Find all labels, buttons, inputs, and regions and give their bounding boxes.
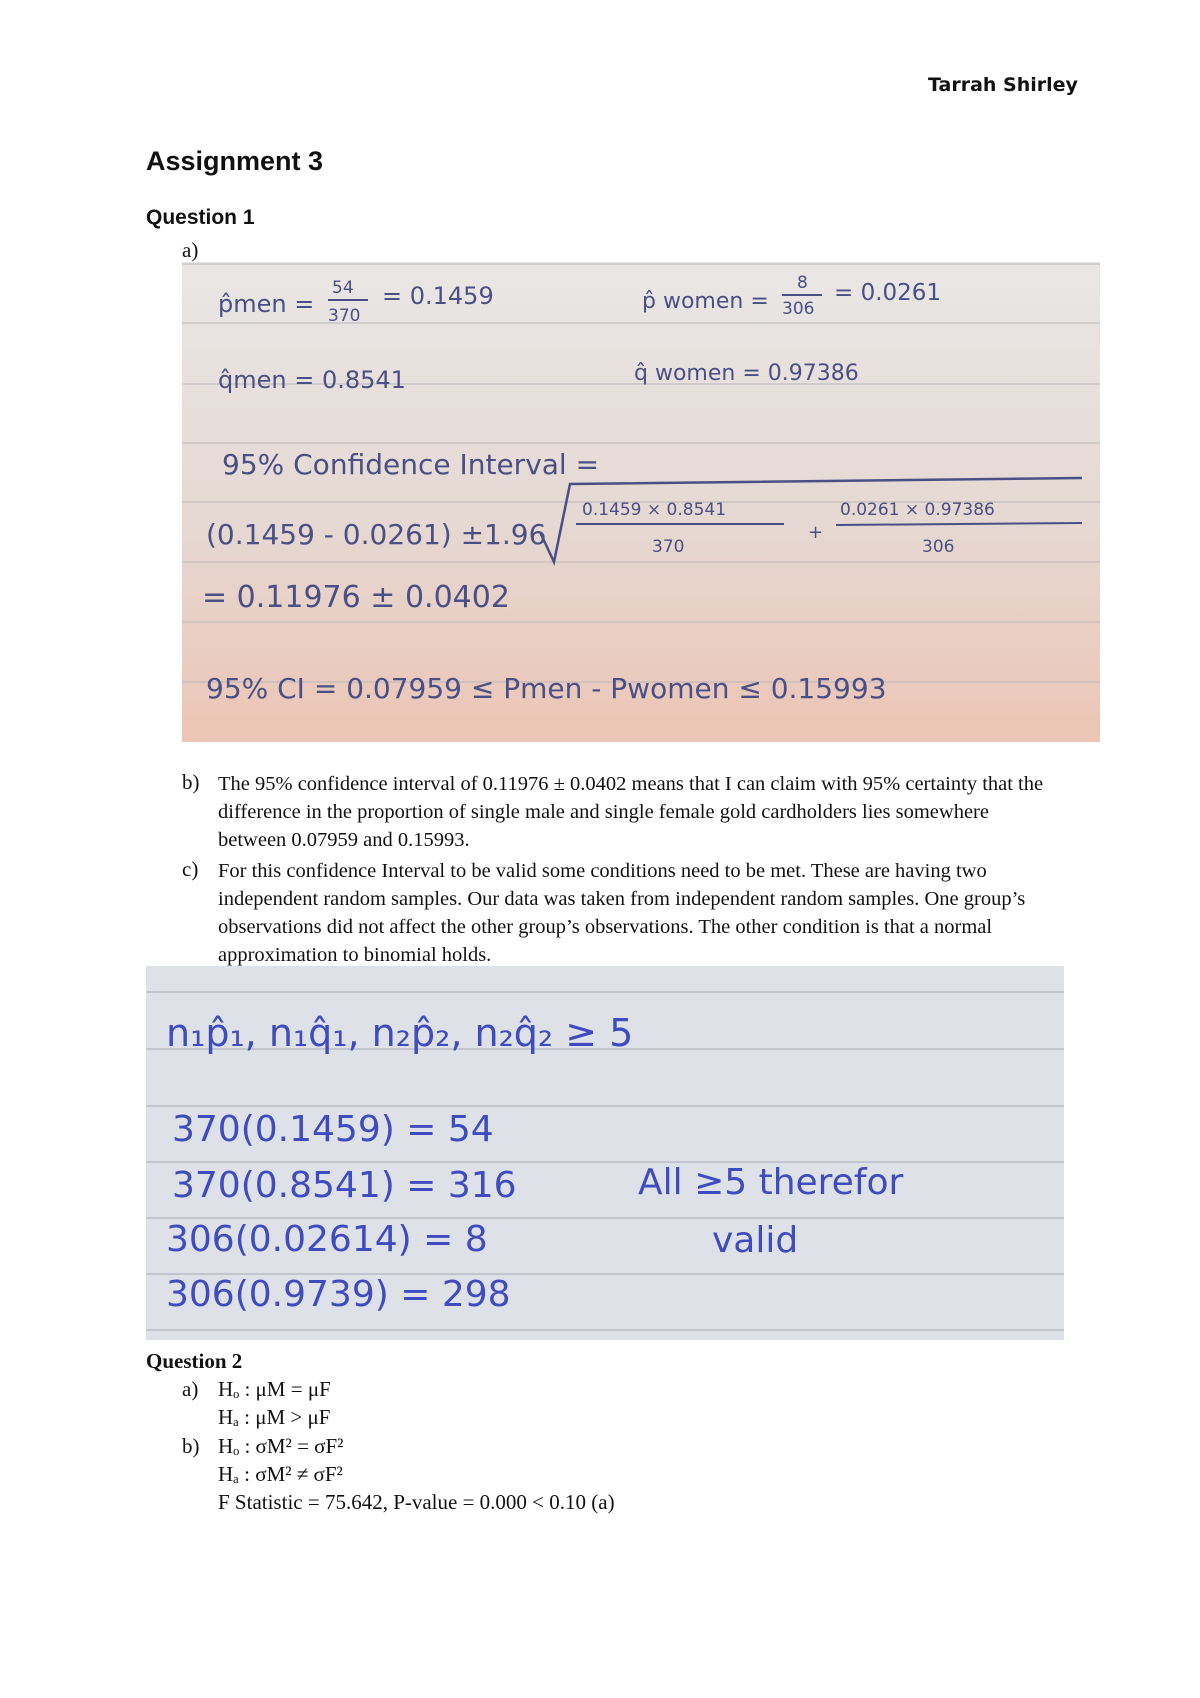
check-row-2: 370(0.8541) = 316	[172, 1165, 517, 1206]
normality-condition: n₁p̂₁, n₁q̂₁, n₂p̂₂, n₂q̂₂ ≥ 5	[166, 1011, 634, 1055]
question-1-heading: Question 1	[146, 206, 255, 229]
assignment-title: Assignment 3	[146, 146, 324, 176]
ci-final: 95% CI = 0.07959 ≤ Pmen - Pwomen ≤ 0.15993	[206, 672, 887, 705]
q1-part-c-marker: c)	[182, 857, 199, 881]
check-row-4: 306(0.9739) = 298	[166, 1274, 511, 1315]
q2-a-null-hypothesis: Hₒ : μM = μF	[218, 1377, 331, 1401]
q2-b-alt-hypothesis: Hₐ : σM² ≠ σF²	[218, 1462, 343, 1486]
ci-lhs: (0.1459 - 0.0261) ±1.96	[206, 518, 547, 551]
question-2-heading: Question 2	[146, 1349, 243, 1373]
handwritten-work-photo-2	[146, 966, 1064, 1340]
p-men-label: p̂men =	[218, 290, 315, 318]
q1-part-b-marker: b)	[182, 770, 200, 794]
q1-part-b-text: The 95% confidence interval of 0.11976 ± 0.0402 means that I can claim with 95% certainty that the difference in the proportion of single male and single female gold cardholders lies somewhere between 0.07959 and 0.15993.	[218, 773, 1044, 851]
ci-result: = 0.11976 ± 0.0402	[202, 580, 510, 615]
check-row-1: 370(0.1459) = 54	[172, 1109, 494, 1150]
p-women-label: p̂ women =	[642, 289, 769, 314]
q2-b-null-hypothesis: Hₒ : σM² = σF²	[218, 1434, 344, 1458]
ci-denominator-2: 306	[922, 537, 955, 557]
author-name: Tarrah Shirley	[928, 74, 1078, 96]
q-women: q̂ women = 0.97386	[634, 361, 859, 386]
check-row-3: 306(0.02614) = 8	[166, 1219, 488, 1260]
p-women-value: = 0.0261	[834, 280, 942, 306]
ci-numerator-1: 0.1459 × 0.8541	[582, 500, 727, 520]
q1-part-a-marker: a)	[182, 238, 199, 262]
ci-plus: +	[808, 522, 824, 543]
p-men-value: = 0.1459	[382, 282, 494, 310]
q1-part-c-text: For this confidence Interval to be valid some conditions need to be met. These are having two independent random samples. Our data was taken from independent random samples. One group’s observations did not affect the other group’s observations. The other condition is that a normal approximation to binomial holds.	[218, 860, 1026, 966]
q2-a-alt-hypothesis: Hₐ : μM > μF	[218, 1405, 331, 1429]
ci-heading: 95% Confidence Interval =	[222, 448, 600, 481]
p-women-numerator: 8	[797, 273, 808, 293]
ci-denominator-1: 370	[652, 537, 685, 557]
p-men-numerator: 54	[332, 278, 354, 298]
p-women-denominator: 306	[782, 299, 815, 319]
handwritten-work-photo-1	[182, 262, 1100, 742]
q2-b-f-statistic: F Statistic = 75.642, P-value = 0.000 < 0.10 (a)	[218, 1490, 615, 1514]
conclusion-line-1: All ≥5 therefor	[638, 1162, 904, 1203]
ci-numerator-2: 0.0261 × 0.97386	[840, 500, 995, 520]
q-men: q̂men = 0.8541	[218, 366, 406, 394]
p-men-denominator: 370	[328, 306, 361, 326]
q2-part-b-marker: b)	[182, 1434, 200, 1458]
q2-part-a-marker: a)	[182, 1377, 199, 1401]
conclusion-line-2: valid	[712, 1220, 799, 1261]
